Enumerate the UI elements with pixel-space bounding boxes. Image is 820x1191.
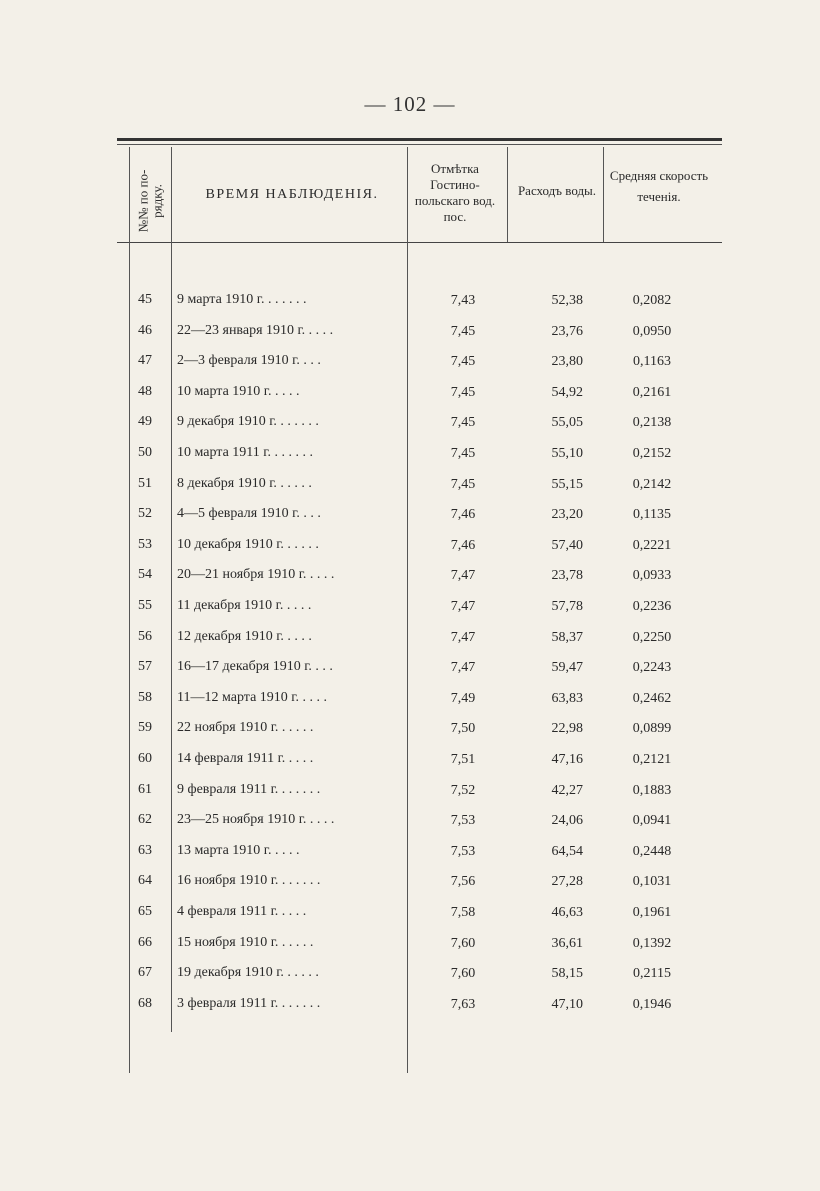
row-number: 56 [138, 628, 152, 644]
table-row [117, 347, 722, 377]
mean-velocity: 0,1392 [632, 935, 672, 951]
gauge-mark: 7,45 [450, 384, 476, 400]
row-number: 67 [138, 965, 152, 981]
row-number: 65 [138, 904, 152, 919]
rule-mark [507, 147, 508, 242]
gauge-mark: 7,45 [450, 446, 476, 461]
discharge: 55,15 [551, 476, 583, 492]
row-number: 45 [138, 292, 152, 307]
mean-velocity: 0,1163 [633, 354, 671, 370]
mean-velocity: 0,1961 [632, 905, 672, 920]
gauge-mark: 7,47 [450, 660, 476, 676]
row-number: 62 [138, 812, 152, 828]
discharge: 52,38 [551, 293, 583, 308]
discharge: 57,40 [551, 537, 583, 553]
discharge: 58,15 [551, 966, 583, 982]
observation-date: 11 декабря 1910 г. . . . . [177, 598, 312, 613]
gauge-mark: 7,46 [450, 507, 476, 523]
table-row [117, 684, 722, 714]
gauge-mark: 7,43 [450, 293, 476, 308]
mean-velocity: 0,1946 [632, 996, 672, 1012]
mean-velocity: 0,2161 [632, 384, 672, 400]
row-number: 61 [138, 781, 152, 797]
discharge: 27,28 [551, 874, 583, 890]
gauge-mark: 7,53 [450, 843, 476, 859]
mean-velocity: 0,2243 [632, 660, 672, 676]
discharge: 23,76 [551, 323, 583, 339]
observation-date: 23—25 ноября 1910 г. . . . . [177, 812, 335, 828]
row-number: 60 [138, 751, 152, 766]
row-number: 66 [138, 934, 152, 950]
discharge: 64,54 [551, 843, 583, 859]
row-number: 68 [138, 995, 152, 1011]
table-row [117, 867, 722, 897]
discharge: 55,10 [551, 446, 583, 461]
mean-velocity: 0,2138 [632, 415, 672, 431]
row-number: 59 [138, 720, 152, 736]
table-row [117, 378, 722, 408]
discharge: 47,16 [551, 752, 583, 767]
row-number: 55 [138, 598, 152, 613]
mean-velocity: 0,0941 [632, 813, 672, 829]
table-row [117, 531, 722, 561]
row-number: 54 [138, 567, 152, 583]
mean-velocity: 0,2082 [632, 293, 672, 308]
discharge: 59,47 [551, 660, 583, 676]
header-row-number-line2: рядку. [149, 183, 164, 218]
table-row [117, 653, 722, 683]
gauge-mark: 7,50 [450, 721, 476, 737]
discharge: 63,83 [551, 690, 583, 706]
discharge: 46,63 [551, 905, 583, 920]
table-row [117, 470, 722, 500]
gauge-mark: 7,45 [450, 476, 476, 492]
row-number: 52 [138, 506, 152, 522]
rule-flow [603, 147, 604, 242]
discharge: 36,61 [551, 935, 583, 951]
header-row-number-line1: №№ по по- [135, 169, 150, 232]
gauge-mark: 7,56 [450, 874, 476, 890]
gauge-mark: 7,46 [450, 537, 476, 553]
mean-velocity: 0,0950 [632, 323, 672, 339]
header-time: ВРЕМЯ НАБЛЮДЕНІЯ. [205, 187, 379, 202]
observation-date: 15 ноября 1910 г. . . . . . [177, 934, 314, 950]
discharge: 55,05 [551, 415, 583, 431]
mean-velocity: 0,2250 [632, 629, 672, 645]
observation-date: 22—23 января 1910 г. . . . . [177, 322, 334, 338]
observation-date: 8 декабря 1910 г. . . . . . [177, 475, 312, 491]
discharge: 58,37 [551, 629, 583, 645]
observation-date: 14 февраля 1911 г. . . . . [177, 751, 314, 766]
observation-date: 2—3 февраля 1910 г. . . . [177, 353, 321, 369]
discharge: 22,98 [551, 721, 583, 737]
gauge-mark: 7,49 [450, 690, 476, 706]
table-row [117, 500, 722, 530]
row-number: 57 [138, 659, 152, 675]
mean-velocity: 0,2115 [633, 966, 671, 982]
row-number: 53 [138, 536, 152, 552]
discharge: 23,80 [551, 354, 583, 370]
observation-date: 20—21 ноября 1910 г. . . . . [177, 567, 335, 583]
header-mean-velocity: Средняя скорость теченія. [609, 168, 709, 204]
discharge: 47,10 [551, 996, 583, 1012]
mean-velocity: 0,2121 [632, 752, 672, 767]
mean-velocity: 0,1135 [633, 507, 671, 523]
gauge-mark: 7,47 [450, 629, 476, 645]
discharge: 23,20 [551, 507, 583, 523]
header-row-number [130, 153, 170, 248]
table-row [117, 561, 722, 591]
gauge-mark: 7,47 [450, 568, 476, 584]
table-row [117, 592, 722, 622]
gauge-mark: 7,45 [450, 415, 476, 431]
mean-velocity: 0,2221 [632, 537, 672, 553]
observation-date: 12 декабря 1910 г. . . . . [177, 628, 312, 644]
row-number: 49 [138, 414, 152, 430]
data-table [117, 138, 722, 1075]
mean-velocity: 0,1031 [632, 874, 672, 890]
observation-date: 10 декабря 1910 г. . . . . . [177, 536, 319, 552]
table-row [117, 837, 722, 867]
table-row [117, 898, 722, 928]
table-row [117, 745, 722, 775]
gauge-mark: 7,63 [450, 996, 476, 1012]
discharge: 57,78 [551, 599, 583, 614]
discharge: 42,27 [551, 782, 583, 798]
row-number: 46 [138, 322, 152, 338]
observation-date: 4—5 февраля 1910 г. . . . [177, 506, 321, 522]
table-header [117, 147, 722, 243]
row-number: 63 [138, 842, 152, 858]
gauge-mark: 7,58 [450, 905, 476, 920]
observation-date: 16—17 декабря 1910 г. . . . [177, 659, 333, 675]
mean-velocity: 0,2236 [632, 599, 672, 614]
table-row [117, 623, 722, 653]
observation-date: 16 ноября 1910 г. . . . . . . [177, 873, 321, 889]
row-number: 51 [138, 475, 152, 491]
mean-velocity: 0,2448 [632, 843, 672, 859]
row-number: 64 [138, 873, 152, 889]
observation-date: 9 декабря 1910 г. . . . . . . [177, 414, 319, 430]
table-row [117, 806, 722, 836]
row-number: 48 [138, 383, 152, 399]
gauge-mark: 7,45 [450, 323, 476, 339]
table-row [117, 776, 722, 806]
table-row [117, 959, 722, 989]
row-number: 50 [138, 445, 152, 460]
observation-date: 10 марта 1910 г. . . . . [177, 383, 300, 399]
gauge-mark: 7,47 [450, 599, 476, 614]
observation-date: 19 декабря 1910 г. . . . . . [177, 965, 319, 981]
page-number: — 102 — [364, 92, 456, 116]
observation-date: 3 февраля 1911 г. . . . . . . [177, 995, 321, 1011]
header-discharge: Расходъ воды. [517, 183, 597, 198]
table-row [117, 408, 722, 438]
observation-date: 10 марта 1911 г. . . . . . . [177, 445, 313, 460]
observation-date: 9 февраля 1911 г. . . . . . . [177, 781, 321, 797]
mean-velocity: 0,2152 [632, 446, 672, 461]
gauge-mark: 7,60 [450, 935, 476, 951]
gauge-mark: 7,52 [450, 782, 476, 798]
gauge-mark: 7,45 [450, 354, 476, 370]
observation-date: 13 марта 1910 г. . . . . [177, 842, 300, 858]
table-row [117, 439, 722, 469]
table-row [117, 286, 722, 316]
table-row [117, 990, 722, 1020]
observation-date: 11—12 марта 1910 г. . . . . [177, 689, 327, 705]
mean-velocity: 0,1883 [632, 782, 672, 798]
discharge: 23,78 [551, 568, 583, 584]
mean-velocity: 0,2462 [632, 690, 672, 706]
header-gauge-mark: Отмѣтка Гостино- польскаго вод. пос. [414, 161, 496, 224]
mean-velocity: 0,0899 [632, 721, 672, 737]
table-row [117, 714, 722, 744]
observation-date: 22 ноября 1910 г. . . . . . [177, 720, 314, 736]
discharge: 54,92 [551, 384, 583, 400]
table-row [117, 929, 722, 959]
table-row [117, 317, 722, 347]
row-number: 58 [138, 689, 152, 705]
gauge-mark: 7,51 [450, 752, 476, 767]
mean-velocity: 0,2142 [632, 476, 672, 492]
gauge-mark: 7,53 [450, 813, 476, 829]
discharge: 24,06 [551, 813, 583, 829]
observation-date: 9 марта 1910 г. . . . . . . [177, 292, 307, 307]
gauge-mark: 7,60 [450, 966, 476, 982]
row-number: 47 [138, 353, 152, 369]
mean-velocity: 0,0933 [632, 568, 672, 584]
observation-date: 4 февраля 1911 г. . . . . [177, 904, 307, 919]
